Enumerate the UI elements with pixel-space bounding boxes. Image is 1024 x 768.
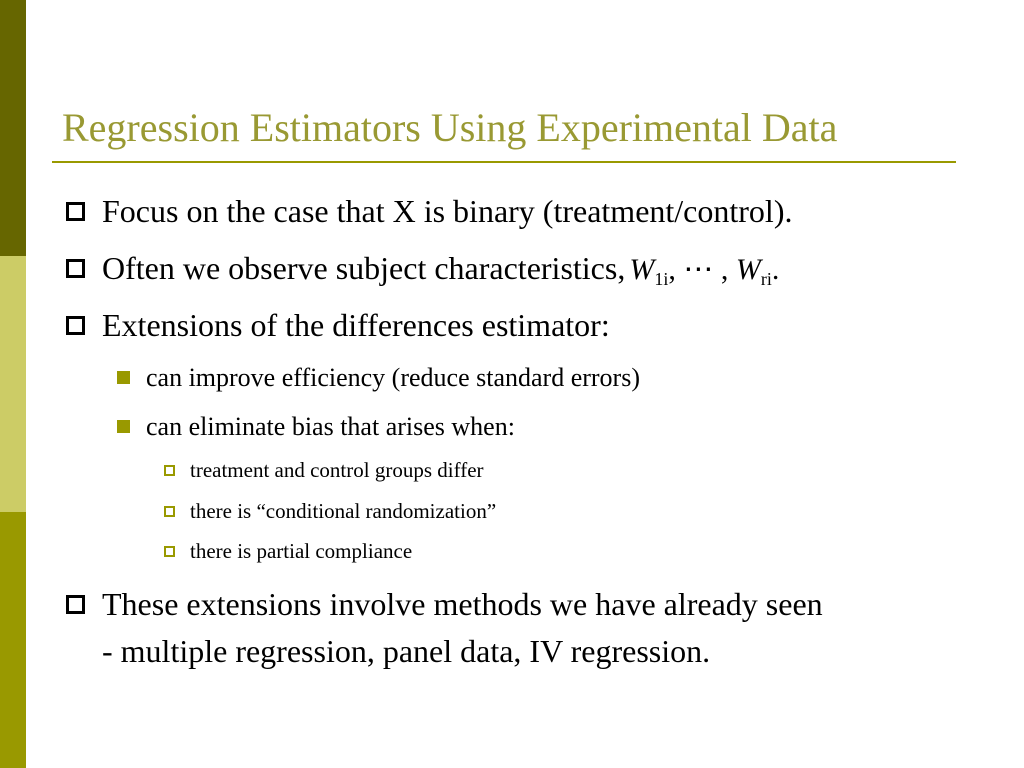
bullet-subject-characteristics bbox=[102, 245, 779, 293]
hollow-square-bullet-icon bbox=[164, 546, 175, 557]
math-covariates bbox=[629, 253, 780, 289]
square-bullet-icon bbox=[66, 202, 85, 221]
subsub-bullet-partial-compliance: there is partial compliance bbox=[190, 539, 413, 563]
math-ellipsis: , ⋯ , bbox=[668, 253, 736, 286]
math-sub-1i: 1i bbox=[654, 269, 669, 289]
accent-stripe-top bbox=[0, 0, 26, 256]
subsub-bullet-groups-differ: treatment and control groups differ bbox=[190, 458, 484, 482]
accent-stripe-bottom bbox=[0, 512, 26, 768]
math-var-wr: W bbox=[735, 253, 761, 286]
filled-square-bullet-icon bbox=[117, 420, 130, 433]
accent-stripe-middle bbox=[0, 256, 26, 512]
math-var-w1: W bbox=[629, 253, 655, 286]
square-bullet-icon bbox=[66, 316, 85, 335]
hollow-square-bullet-icon bbox=[164, 465, 175, 476]
math-sub-ri: ri bbox=[760, 269, 772, 289]
bullet-extensions-methods-line2: - multiple regression, panel data, IV regression. bbox=[102, 633, 711, 669]
bullet-binary-treatment: Focus on the case that X is binary (treatment/control). bbox=[102, 193, 793, 229]
square-bullet-icon bbox=[66, 259, 85, 278]
slide-title: Regression Estimators Using Experimental Data bbox=[62, 105, 838, 150]
square-bullet-icon bbox=[66, 595, 85, 614]
subsub-bullet-conditional-randomization: there is “conditional randomization” bbox=[190, 499, 497, 523]
bullet-extensions-methods-line1: These extensions involve methods we have already seen bbox=[102, 586, 823, 622]
sub-bullet-eliminate-bias: can eliminate bias that arises when: bbox=[146, 412, 515, 441]
filled-square-bullet-icon bbox=[117, 371, 130, 384]
bullet-extensions: Extensions of the differences estimator: bbox=[102, 307, 610, 343]
hollow-square-bullet-icon bbox=[164, 506, 175, 517]
sub-bullet-efficiency: can improve efficiency (reduce standard errors) bbox=[146, 363, 640, 392]
math-period: . bbox=[771, 253, 780, 286]
bullet-subject-characteristics-text: Often we observe subject characteristics, bbox=[102, 250, 626, 286]
title-divider bbox=[52, 161, 956, 163]
